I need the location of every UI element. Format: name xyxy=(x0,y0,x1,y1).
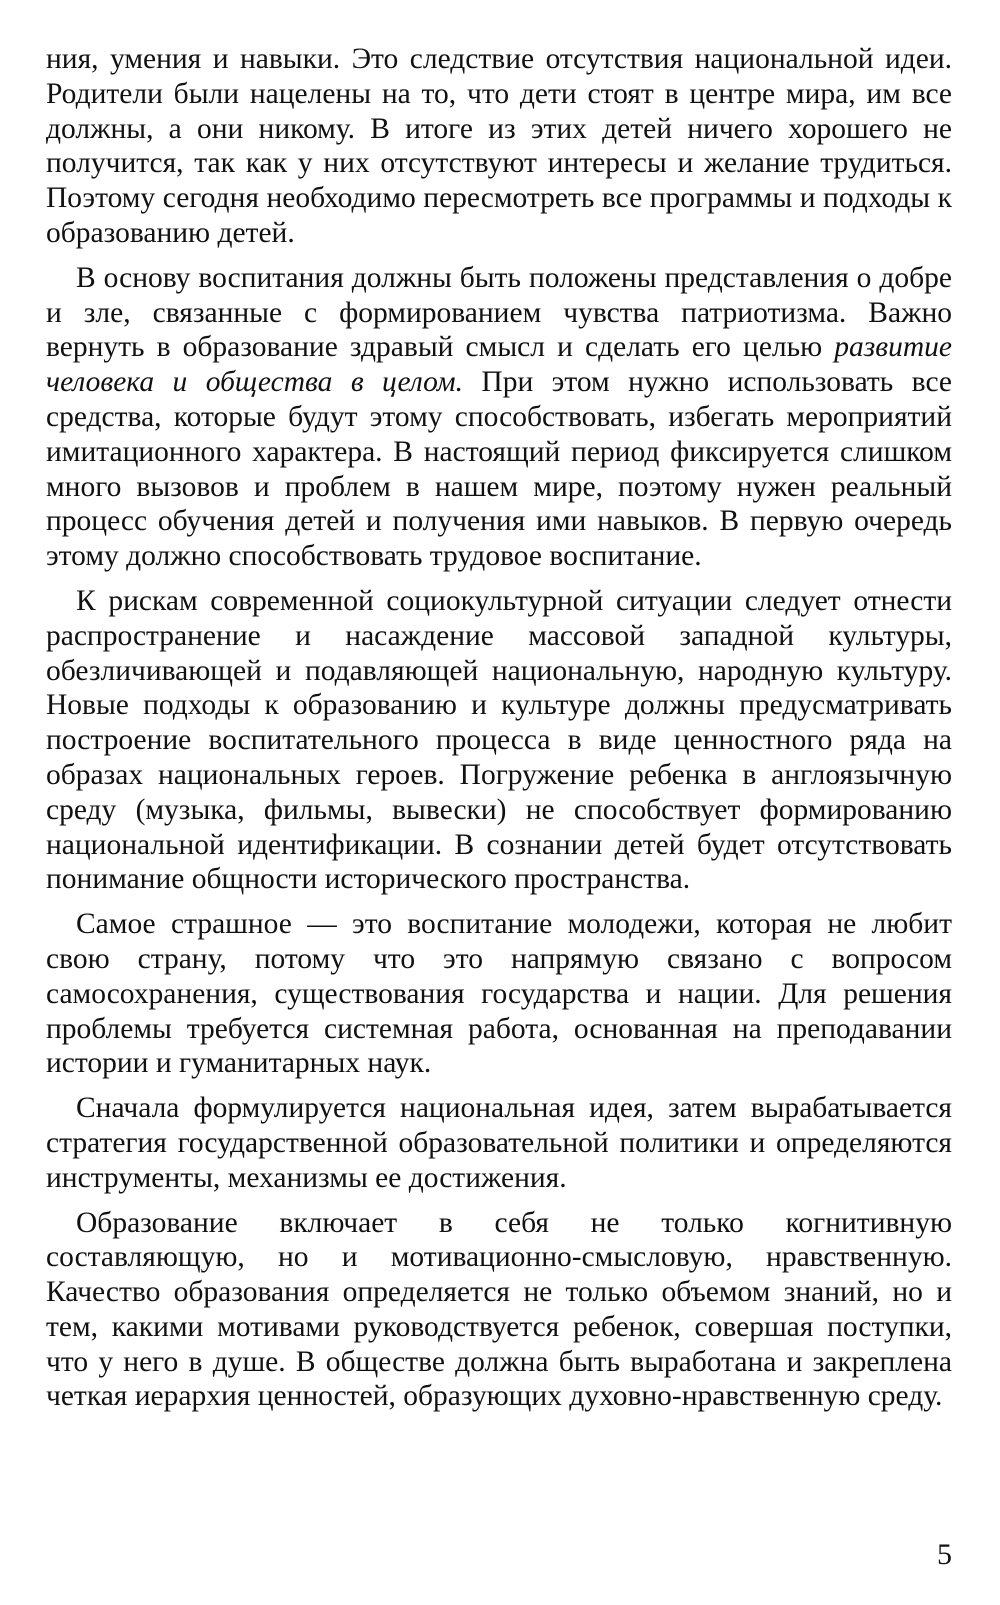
page-text-block xyxy=(46,42,952,1582)
paragraph-2-italic-phrase: развитие человека и общества в целом. xyxy=(46,331,952,399)
page-number: 5 xyxy=(937,1538,952,1571)
paragraph-2 xyxy=(46,261,952,574)
paragraph-5: Сначала формулируется национальная идея, затем вырабатывается стратегия государственной образовательной политики и определяются инструменты, механизмы ее достижения. xyxy=(46,1092,952,1194)
paragraph-2-text-before: В основу воспитания должны быть положены представления о добре и зле, связанные с формированием чувства патриотизма. Важно вернуть в образование здравый смысл и сделать его целью xyxy=(46,261,952,364)
paragraph-6: Образование включает в себя не только когнитивную составляющую, но и мотивационно-смысловую, нравственную. Качество образования определяется не только объемом знаний, но и тем, какими мотивами руководствуется ребенок, совершая поступки, что у него в душе. В обществе должна быть выработана и закреплена четкая иерархия ценностей, образующих духовно-нравственную среду. xyxy=(46,1206,952,1413)
paragraph-4: Самое страшное — это воспитание молодежи, которая не любит свою страну, потому что это напрямую связано с вопросом самосохранения, существования государства и нации. Для решения проблемы требуется системная работа, основанная на преподавании истории и гуманитарных наук. xyxy=(46,908,952,1080)
paragraph-2-text-after: При этом нужно использовать все средства, которые будут этому способствовать, избегать мероприятий имитационного характера. В настоящий период фиксируется слишком много вызовов и проблем в нашем мире, поэтому нужен реальный процесс обучения детей и получения ими навыков. В первую очередь этому должно способствовать трудовое воспитание. xyxy=(46,366,952,573)
paragraph-1: ния, умения и навыки. Это следствие отсутствия национальной идеи. Родители были нацелены на то, что дети стоят в центре мира, им все должны, а они никому. В итоге из этих детей ничего хорошего не получится, так как у них отсутствуют интересы и желание трудиться. Поэтому сегодня необходимо пересмотреть все программы и подходы к образованию детей. xyxy=(46,43,952,249)
paragraph-3: К рискам современной социокультурной ситуации следует отнести распространение и насаждение массовой западной культуры, обезличивающей и подавляющей национальную, народную культуру. Новые подходы к образованию и культуре должны предусматривать построение воспитательного процесса в виде ценностного ряда на образах национальных героев. Погружение ребенка в англоязычную среду (музыка, фильмы, вывески) не способствует формированию национальной идентификации. В сознании детей будет отсутствовать понимание общности исторического пространства. xyxy=(46,584,952,896)
